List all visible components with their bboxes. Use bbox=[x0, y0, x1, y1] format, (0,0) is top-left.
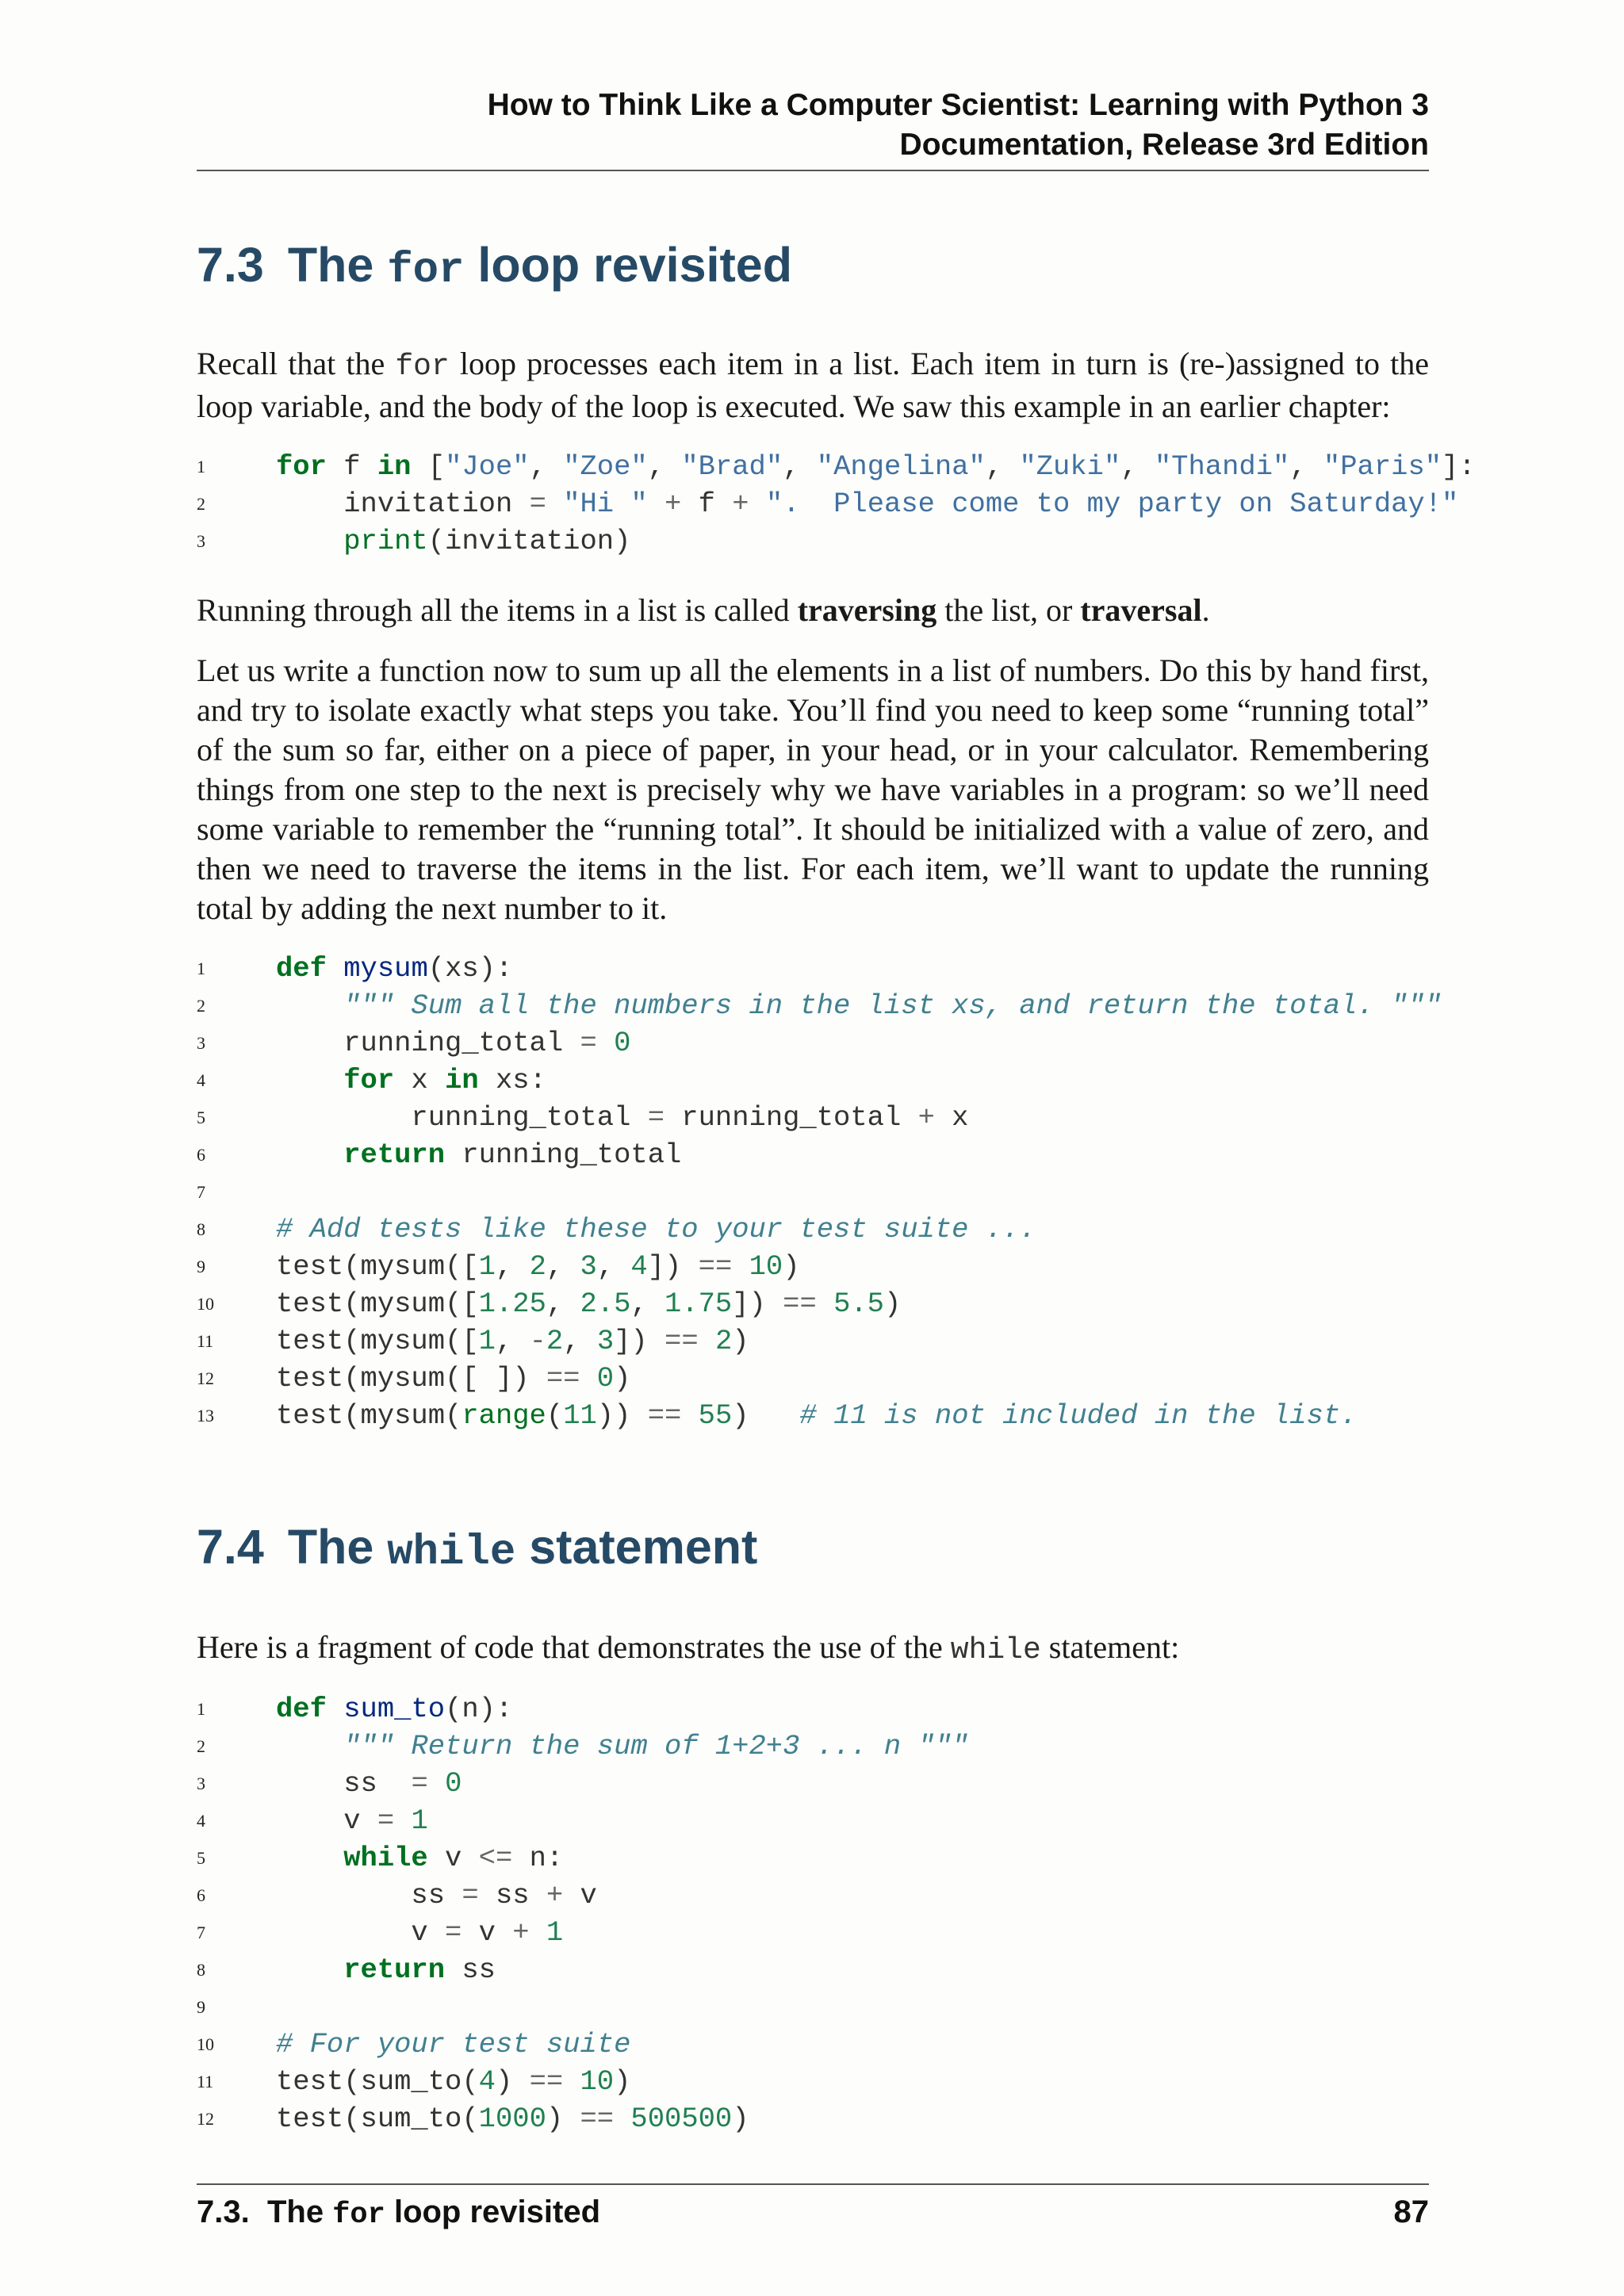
code-token: + bbox=[917, 1101, 935, 1134]
code-token: 3 bbox=[580, 1250, 597, 1283]
code-text bbox=[276, 1728, 968, 1765]
code-token: for bbox=[343, 1064, 395, 1096]
code-token: return bbox=[343, 1138, 446, 1171]
code-token bbox=[732, 1250, 749, 1283]
code-token: test(mysum( bbox=[276, 1399, 462, 1432]
line-number: 12 bbox=[197, 1368, 214, 1388]
code-line bbox=[197, 1877, 1624, 1914]
code-token: = bbox=[580, 1027, 597, 1059]
code-token: range bbox=[462, 1399, 546, 1432]
line-number: 7 bbox=[197, 1923, 205, 1942]
code-token: 1 bbox=[546, 1916, 564, 1949]
code-token: == bbox=[580, 2103, 615, 2135]
line-number: 8 bbox=[197, 1219, 205, 1239]
code-token: "Hi " bbox=[563, 488, 648, 520]
line-number: 11 bbox=[197, 1331, 214, 1351]
code-token: 1.25 bbox=[478, 1288, 546, 1320]
code-line bbox=[197, 2026, 1624, 2063]
code-token: 2 bbox=[529, 1250, 546, 1283]
code-text bbox=[276, 1248, 800, 1285]
running-header bbox=[197, 86, 1429, 165]
code-token: ss bbox=[276, 1879, 462, 1911]
code-token: , bbox=[1289, 450, 1323, 483]
line-number: 1 bbox=[197, 959, 205, 978]
text: the list, or bbox=[936, 592, 1081, 628]
code-token: test(mysum([ bbox=[276, 1325, 479, 1357]
code-token bbox=[276, 1730, 343, 1762]
code-token: ) bbox=[732, 1399, 800, 1432]
code-line bbox=[197, 1248, 1624, 1285]
code-token: , bbox=[546, 1250, 580, 1283]
paragraph-recall bbox=[197, 344, 1429, 427]
code-token: # For your test suite bbox=[276, 2028, 631, 2061]
code-line bbox=[197, 2063, 1624, 2100]
code-token: 0 bbox=[614, 1027, 631, 1059]
code-token: == bbox=[665, 1325, 699, 1357]
code-text bbox=[276, 1062, 546, 1099]
line-number: 2 bbox=[197, 1736, 205, 1756]
code-text bbox=[276, 1136, 681, 1173]
section-number: 7.3 bbox=[197, 238, 264, 292]
code-text bbox=[276, 2026, 630, 2063]
code-token: def bbox=[276, 952, 327, 985]
line-number: 7 bbox=[197, 1182, 205, 1202]
code-token: mysum bbox=[343, 952, 428, 985]
code-token: 0 bbox=[445, 1767, 462, 1800]
code-line bbox=[197, 1802, 1624, 1839]
bold-term: traversal bbox=[1080, 592, 1202, 628]
bold-term: traversing bbox=[797, 592, 937, 628]
code-token: v bbox=[276, 1804, 377, 1837]
code-token: """ Return the sum of 1+2+3 ... n """ bbox=[343, 1730, 969, 1762]
footer-section-title bbox=[197, 2190, 600, 2237]
code-token: running_total bbox=[276, 1101, 648, 1134]
line-number: 10 bbox=[197, 1294, 214, 1314]
code-text bbox=[276, 522, 630, 560]
code-token: 2 bbox=[546, 1325, 564, 1357]
code-token: 4 bbox=[478, 2065, 496, 2098]
code-line bbox=[197, 1062, 1624, 1099]
code-token: + bbox=[665, 488, 682, 520]
code-token bbox=[597, 1027, 614, 1059]
code-token: ss bbox=[276, 1767, 412, 1800]
code-token: # 11 is not included in the list. bbox=[799, 1399, 1358, 1432]
line-number: 8 bbox=[197, 1960, 205, 1980]
code-token: <= bbox=[478, 1842, 513, 1874]
code-line bbox=[197, 485, 1624, 522]
code-token: (xs): bbox=[427, 952, 513, 985]
code-token: , bbox=[647, 450, 682, 483]
paragraph-traversal bbox=[197, 591, 1429, 630]
line-number: 1 bbox=[197, 1699, 205, 1719]
code-token: + bbox=[546, 1879, 564, 1911]
code-token bbox=[276, 1954, 343, 1986]
title-code: while bbox=[387, 1529, 516, 1577]
text: loop processes each item in a list. Each item in turn is (re-)assigned to the loop variable, and the body of the loop is executed. We saw this example in an earlier chapter: bbox=[197, 346, 1430, 424]
title-text: The bbox=[287, 1520, 374, 1574]
code-token: 0 bbox=[596, 1362, 615, 1395]
code-token: invitation bbox=[276, 488, 530, 520]
code-token: print bbox=[343, 525, 428, 557]
code-token: - bbox=[529, 1325, 546, 1357]
text: Running through all the items in a list is called bbox=[197, 592, 798, 628]
line-number: 5 bbox=[197, 1848, 205, 1868]
code-token: n: bbox=[512, 1842, 564, 1874]
code-block-invitation bbox=[197, 448, 1624, 560]
code-token: xs: bbox=[478, 1064, 546, 1096]
code-text bbox=[276, 1360, 630, 1397]
code-text bbox=[276, 1099, 968, 1136]
code-line bbox=[197, 1397, 1624, 1434]
code-token: 10 bbox=[749, 1250, 783, 1283]
code-token: 10 bbox=[580, 2065, 615, 2098]
code-text bbox=[276, 1285, 901, 1322]
code-token: ]) bbox=[647, 1250, 699, 1283]
code-token: , bbox=[529, 450, 564, 483]
code-token: == bbox=[698, 1250, 733, 1283]
code-token: 3 bbox=[596, 1325, 615, 1357]
page-number: 87 bbox=[1393, 2195, 1429, 2229]
code-text bbox=[276, 1322, 749, 1360]
line-number: 9 bbox=[197, 1257, 205, 1276]
code-token: "Zoe" bbox=[563, 450, 648, 483]
code-token: , bbox=[596, 1250, 631, 1283]
code-token: == bbox=[529, 2065, 564, 2098]
code-token: def bbox=[276, 1693, 327, 1725]
code-line bbox=[197, 1211, 1624, 1248]
title-text: The bbox=[287, 238, 374, 292]
code-token: = bbox=[647, 1101, 665, 1134]
code-token: (n): bbox=[445, 1693, 513, 1725]
code-token bbox=[530, 1916, 546, 1949]
code-text bbox=[276, 2100, 749, 2137]
code-token: ) bbox=[614, 1362, 631, 1395]
code-token: x bbox=[394, 1064, 446, 1096]
code-token: x bbox=[934, 1101, 969, 1134]
code-token: v bbox=[563, 1879, 597, 1911]
code-token: 5.5 bbox=[833, 1288, 884, 1320]
line-number: 9 bbox=[197, 1997, 205, 2017]
code-token: test(sum_to( bbox=[276, 2103, 479, 2135]
line-number: 6 bbox=[197, 1145, 205, 1165]
code-token: "Brad" bbox=[681, 450, 783, 483]
code-token: running_total bbox=[445, 1138, 682, 1171]
line-number: 4 bbox=[197, 1070, 205, 1090]
code-token: ) bbox=[732, 2103, 749, 2135]
footer-title-text: loop revisited bbox=[393, 2195, 601, 2229]
book-page bbox=[197, 0, 1476, 2296]
inline-code: for bbox=[395, 350, 450, 384]
code-token: , bbox=[495, 1325, 530, 1357]
code-text bbox=[276, 987, 1442, 1024]
code-token: , bbox=[783, 450, 817, 483]
header-rule bbox=[197, 170, 1429, 171]
code-token: test(mysum([ ]) bbox=[276, 1362, 546, 1395]
code-token: == bbox=[783, 1288, 817, 1320]
code-token: , bbox=[1120, 450, 1155, 483]
code-line bbox=[197, 1136, 1624, 1173]
footer-rule bbox=[197, 2183, 1429, 2185]
code-token: ss bbox=[445, 1954, 496, 1986]
code-token: 4 bbox=[630, 1250, 648, 1283]
code-text bbox=[276, 1877, 597, 1914]
code-token: f bbox=[326, 450, 377, 483]
code-token: for bbox=[276, 450, 327, 483]
line-number: 10 bbox=[197, 2034, 214, 2054]
code-text bbox=[276, 1914, 563, 1951]
code-text bbox=[276, 448, 1476, 485]
code-token: f bbox=[681, 488, 733, 520]
inline-code: while bbox=[950, 1633, 1041, 1667]
line-number: 3 bbox=[197, 1033, 205, 1053]
code-token bbox=[327, 952, 343, 985]
code-token: v bbox=[462, 1916, 513, 1949]
code-token: ss bbox=[478, 1879, 546, 1911]
code-token: ) bbox=[614, 2065, 631, 2098]
code-line bbox=[197, 1690, 1624, 1728]
code-line bbox=[197, 950, 1624, 987]
header-line-1: How to Think Like a Computer Scientist: Learning with Python 3 bbox=[487, 88, 1429, 122]
code-token: test(mysum([ bbox=[276, 1288, 479, 1320]
header-line-2: Documentation, Release 3rd Edition bbox=[899, 128, 1429, 162]
line-number: 2 bbox=[197, 494, 205, 514]
code-token: "Zuki" bbox=[1019, 450, 1121, 483]
code-token: )) bbox=[596, 1399, 648, 1432]
code-token bbox=[580, 1362, 596, 1395]
footer-section-number: 7.3. bbox=[197, 2195, 250, 2229]
code-token: , bbox=[985, 450, 1020, 483]
code-text bbox=[276, 1765, 462, 1802]
line-number: 1 bbox=[197, 457, 205, 476]
code-block-mysum bbox=[197, 950, 1624, 1434]
code-token: 1 bbox=[478, 1250, 496, 1283]
code-text bbox=[276, 1802, 428, 1839]
code-token: 11 bbox=[563, 1399, 597, 1432]
code-line bbox=[197, 1839, 1624, 1877]
section-7-4-title bbox=[197, 1518, 757, 1582]
code-token bbox=[276, 525, 343, 557]
code-text bbox=[276, 1024, 630, 1062]
code-token: "Thandi" bbox=[1154, 450, 1290, 483]
code-token: [ bbox=[411, 450, 446, 483]
text: Recall that the bbox=[197, 346, 396, 381]
code-token: = bbox=[445, 1916, 462, 1949]
code-line bbox=[197, 1728, 1624, 1765]
code-token: v bbox=[276, 1916, 446, 1949]
code-token: == bbox=[647, 1399, 682, 1432]
code-token bbox=[749, 488, 766, 520]
code-token bbox=[276, 1064, 343, 1096]
code-token: ) bbox=[732, 1325, 749, 1357]
code-token bbox=[546, 488, 563, 520]
code-token bbox=[699, 1325, 715, 1357]
code-token bbox=[681, 1399, 698, 1432]
line-number: 11 bbox=[197, 2072, 214, 2091]
line-number: 5 bbox=[197, 1108, 205, 1127]
code-token bbox=[276, 989, 343, 1022]
code-token: ( bbox=[546, 1399, 564, 1432]
code-token: "Joe" bbox=[445, 450, 530, 483]
code-token: ) bbox=[783, 1250, 800, 1283]
code-token bbox=[276, 1842, 343, 1874]
paragraph-sum-explanation: Let us write a function now to sum up all the elements in a list of numbers. Do this by hand first, and try to isolate exactly what steps you take. You’ll find you need to keep some “running total” of the sum so far, either on a piece of paper, in your head, or in your calculator. Remembering things from one step to the next is precisely why we have variables in a program: so we’ll need some variable to remember the “running total”. It should be initialized with a value of zero, and then we need to traverse the items in the list. For each item, we’ll want to update the running total by adding the next number to it. bbox=[197, 652, 1429, 926]
code-token bbox=[614, 2103, 630, 2135]
code-token: ) bbox=[884, 1288, 902, 1320]
section-number: 7.4 bbox=[197, 1520, 264, 1574]
line-number: 12 bbox=[197, 2109, 214, 2129]
footer-title-code: for bbox=[332, 2198, 385, 2232]
code-line bbox=[197, 2100, 1624, 2137]
code-text bbox=[276, 1211, 1036, 1248]
title-code: for bbox=[387, 247, 465, 295]
code-token: == bbox=[546, 1362, 580, 1395]
code-line bbox=[197, 1765, 1624, 1802]
code-token: ) bbox=[495, 2065, 530, 2098]
code-token: sum_to bbox=[343, 1693, 446, 1725]
code-line bbox=[197, 1099, 1624, 1136]
code-token: 1.75 bbox=[665, 1288, 733, 1320]
title-text: statement bbox=[529, 1520, 758, 1574]
paragraph-while-intro bbox=[197, 1628, 1429, 1670]
code-token: while bbox=[343, 1842, 428, 1874]
code-token: 1000 bbox=[478, 2103, 546, 2135]
code-token bbox=[327, 1693, 343, 1725]
code-token: , bbox=[546, 1288, 580, 1320]
code-text bbox=[276, 485, 1458, 522]
code-text bbox=[276, 1951, 496, 1988]
code-token bbox=[428, 1767, 445, 1800]
code-token: in bbox=[377, 450, 412, 483]
code-token: + bbox=[732, 488, 749, 520]
section-7-3-title bbox=[197, 236, 792, 300]
code-token: , bbox=[630, 1288, 665, 1320]
code-line bbox=[197, 1951, 1624, 1988]
text: . bbox=[1201, 592, 1210, 628]
code-token: return bbox=[343, 1954, 446, 1986]
line-number: 13 bbox=[197, 1406, 214, 1425]
code-text bbox=[276, 1397, 1357, 1434]
code-token: v bbox=[427, 1842, 479, 1874]
text: statement: bbox=[1040, 1629, 1180, 1665]
code-token: ]) bbox=[732, 1288, 783, 1320]
code-line bbox=[197, 1322, 1624, 1360]
code-token: ]: bbox=[1442, 450, 1476, 483]
code-text bbox=[276, 2063, 630, 2100]
line-number: 3 bbox=[197, 1774, 205, 1793]
code-token bbox=[394, 1804, 411, 1837]
code-text bbox=[276, 1839, 563, 1877]
line-number: 6 bbox=[197, 1885, 205, 1905]
code-token: = bbox=[529, 488, 546, 520]
line-number: 3 bbox=[197, 531, 205, 551]
code-token: 2.5 bbox=[580, 1288, 631, 1320]
code-token: # Add tests like these to your test suite ... bbox=[276, 1213, 1036, 1246]
code-text bbox=[276, 1690, 512, 1728]
code-token bbox=[648, 488, 665, 520]
code-token: "Angelina" bbox=[816, 450, 986, 483]
code-token: + bbox=[512, 1916, 530, 1949]
code-line bbox=[197, 1360, 1624, 1397]
code-token: (invitation) bbox=[427, 525, 631, 557]
code-line bbox=[197, 1173, 1624, 1211]
code-token: running_total bbox=[665, 1101, 918, 1134]
footer-title-text: The bbox=[266, 2195, 324, 2229]
code-line bbox=[197, 522, 1624, 560]
code-token: , bbox=[563, 1325, 597, 1357]
code-token: test(mysum([ bbox=[276, 1250, 479, 1283]
code-token: ]) bbox=[614, 1325, 665, 1357]
code-token: 1 bbox=[478, 1325, 496, 1357]
code-token bbox=[563, 2065, 580, 2098]
code-token: = bbox=[377, 1804, 395, 1837]
code-line bbox=[197, 1914, 1624, 1951]
code-token: "Paris" bbox=[1323, 450, 1442, 483]
code-token: 1 bbox=[411, 1804, 428, 1837]
code-token: """ Sum all the numbers in the list xs, and return the total. """ bbox=[343, 989, 1442, 1022]
code-token bbox=[276, 1138, 343, 1171]
code-token bbox=[817, 1288, 833, 1320]
code-token: , bbox=[495, 1250, 530, 1283]
code-token: = bbox=[411, 1767, 428, 1800]
code-text bbox=[276, 950, 512, 987]
code-line bbox=[197, 1285, 1624, 1322]
code-token: = bbox=[462, 1879, 479, 1911]
code-line bbox=[197, 448, 1624, 485]
code-line bbox=[197, 1024, 1624, 1062]
code-token: ) bbox=[546, 2103, 580, 2135]
code-token: 500500 bbox=[630, 2103, 733, 2135]
code-token: ". Please come to my party on Saturday!" bbox=[765, 488, 1459, 520]
code-token: 55 bbox=[698, 1399, 733, 1432]
code-token: 2 bbox=[714, 1325, 733, 1357]
title-text: loop revisited bbox=[477, 238, 792, 292]
code-token: test(sum_to( bbox=[276, 2065, 479, 2098]
code-block-sum-to bbox=[197, 1690, 1624, 2137]
line-number: 4 bbox=[197, 1811, 205, 1831]
code-token: running_total bbox=[276, 1027, 580, 1059]
code-line bbox=[197, 987, 1624, 1024]
line-number: 2 bbox=[197, 996, 205, 1016]
code-token: in bbox=[445, 1064, 479, 1096]
text: Here is a fragment of code that demonstrates the use of the bbox=[197, 1629, 951, 1665]
code-line bbox=[197, 1988, 1624, 2026]
